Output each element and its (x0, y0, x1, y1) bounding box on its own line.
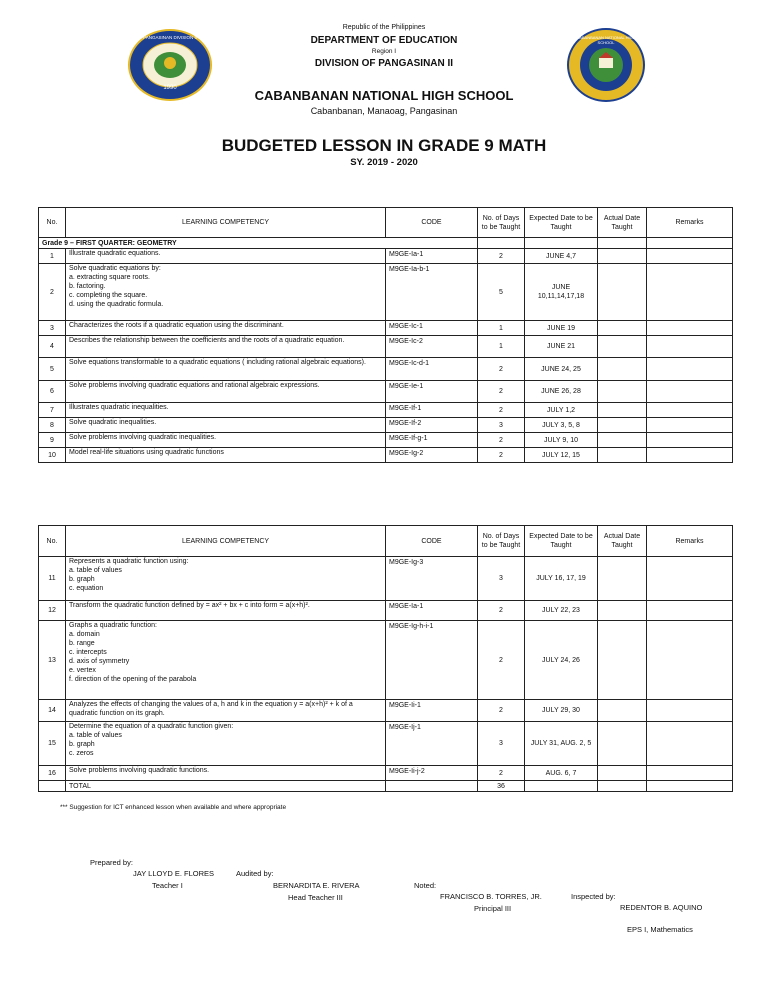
row-no: 13 (39, 621, 66, 700)
table-row (39, 433, 733, 448)
row-no: 4 (39, 336, 66, 358)
row-code: M9GE-Ig-h-i-1 (386, 621, 478, 700)
row-actual-date (598, 249, 647, 264)
col-no: No. (39, 208, 66, 238)
inspected-name: REDENTOR B. AQUINO (620, 903, 703, 912)
row-expected-date: JUNE 4,7 (525, 249, 598, 264)
total-days: 36 (478, 781, 525, 792)
division-seal-year: 1990 (163, 85, 177, 91)
quarter-cell (478, 238, 525, 249)
row-remarks (647, 433, 733, 448)
school-name: CABANBANAN NATIONAL HIGH SCHOOL (254, 88, 514, 103)
col-actual: Actual Date Taught (598, 208, 647, 238)
row-remarks (647, 418, 733, 433)
row-remarks (647, 700, 733, 722)
row-code: M9GE-Ia-1 (386, 601, 478, 621)
row-competency: Solve problems involving quadratic inequalities. (66, 433, 386, 448)
row-remarks (647, 403, 733, 418)
row-expected-date: JUNE 26, 28 (525, 381, 598, 403)
row-remarks (647, 264, 733, 321)
col-no: No. (39, 526, 66, 557)
row-expected-date: JUNE 21 (525, 336, 598, 358)
row-remarks (647, 358, 733, 381)
total-code-cell (386, 781, 478, 792)
row-days: 3 (478, 557, 525, 601)
row-actual-date (598, 722, 647, 766)
row-days: 5 (478, 264, 525, 321)
row-expected-date: JULY 1,2 (525, 403, 598, 418)
row-code: M9GE-Ic-2 (386, 336, 478, 358)
school-address: Cabanbanan, Manaoag, Pangasinan (310, 106, 458, 116)
row-remarks (647, 448, 733, 463)
quarter-row (39, 238, 733, 249)
row-actual-date (598, 403, 647, 418)
row-days: 1 (478, 336, 525, 358)
row-competency: Illustrates quadratic inequalities. (66, 403, 386, 418)
col-remarks: Remarks (647, 526, 733, 557)
row-actual-date (598, 264, 647, 321)
row-actual-date (598, 358, 647, 381)
row-code: M9GE-Ii-1 (386, 700, 478, 722)
row-actual-date (598, 336, 647, 358)
row-code: M9GE-If-g-1 (386, 433, 478, 448)
col-expected: Expected Date to be Taught (525, 208, 598, 238)
inspected-label: Inspected by: (571, 892, 616, 901)
row-days: 2 (478, 766, 525, 781)
lesson-table-second (38, 525, 733, 792)
row-expected-date: JULY 12, 15 (525, 448, 598, 463)
row-actual-date (598, 766, 647, 781)
row-competency: Determine the equation of a quadratic function given: a. table of values b. graph c. zeros (66, 722, 386, 766)
row-days: 2 (478, 381, 525, 403)
table-row (39, 336, 733, 358)
row-code: M9GE-Ic-1 (386, 321, 478, 336)
total-cell (598, 781, 647, 792)
row-no: 5 (39, 358, 66, 381)
quarter-label: Grade 9 – FIRST QUARTER: GEOMETRY (39, 238, 478, 249)
row-code: M9GE-Ij-1 (386, 722, 478, 766)
row-competency: Solve problems involving quadratic functions. (66, 766, 386, 781)
row-code: M9GE-If-1 (386, 403, 478, 418)
division-seal-text: PANGASINAN DIVISION II (143, 35, 197, 40)
row-competency: Analyzes the effects of changing the values of a, h and k in the equation y = a(x+h)² + k of a quadratic function on its graph. (66, 700, 386, 722)
row-code: M9GE-Ia-1 (386, 249, 478, 264)
row-expected-date: JULY 31, AUG. 2, 5 (525, 722, 598, 766)
table-row (39, 557, 733, 601)
total-cell (647, 781, 733, 792)
row-no: 12 (39, 601, 66, 621)
row-competency: Solve quadratic equations by: a. extracting square roots. b. factoring. c. completing the square. d. using the quadratic formula. (66, 264, 386, 321)
audited-name: BERNARDITA E. RIVERA (273, 881, 360, 890)
row-days: 2 (478, 448, 525, 463)
row-actual-date (598, 433, 647, 448)
col-competency: LEARNING COMPETENCY (66, 208, 386, 238)
quarter-cell (598, 238, 647, 249)
row-remarks (647, 722, 733, 766)
department-text: DEPARTMENT OF EDUCATION (310, 35, 458, 46)
row-no: 6 (39, 381, 66, 403)
lesson-table-first (38, 207, 733, 463)
row-days: 2 (478, 700, 525, 722)
row-no: 15 (39, 722, 66, 766)
row-expected-date: JULY 3, 5, 8 (525, 418, 598, 433)
total-no-cell (39, 781, 66, 792)
col-code: CODE (386, 526, 478, 557)
row-no: 10 (39, 448, 66, 463)
row-no: 7 (39, 403, 66, 418)
row-actual-date (598, 448, 647, 463)
region-text: Region I (371, 48, 397, 55)
row-remarks (647, 601, 733, 621)
col-days: No. of Days to be Taught (478, 208, 525, 238)
noted-label: Noted: (414, 881, 437, 890)
table-row (39, 700, 733, 722)
prepared-role: Teacher I (152, 881, 183, 890)
table-row (39, 766, 733, 781)
row-no: 14 (39, 700, 66, 722)
row-remarks (647, 766, 733, 781)
row-competency: Model real-life situations using quadratic functions (66, 448, 386, 463)
row-days: 2 (478, 403, 525, 418)
school-year: SY. 2019 - 2020 (350, 157, 418, 168)
row-code: M9GE-Ig-3 (386, 557, 478, 601)
document-title: BUDGETED LESSON IN GRADE 9 MATH (221, 136, 547, 155)
table-header-row (39, 208, 733, 238)
row-remarks (647, 249, 733, 264)
total-label: TOTAL (66, 781, 386, 792)
prepared-label: Prepared by: (90, 858, 133, 867)
row-expected-date: JULY 24, 26 (525, 621, 598, 700)
row-competency: Describes the relationship between the coefficients and the roots of a quadratic equation. (66, 336, 386, 358)
col-actual: Actual Date Taught (598, 526, 647, 557)
noted-name: FRANCISCO B. TORRES, JR. (440, 892, 542, 901)
row-actual-date (598, 418, 647, 433)
row-competency: Graphs a quadratic function: a. domain b. range c. intercepts d. axis of symmetry e. vertex f. direction of the opening of the parabola (66, 621, 386, 700)
row-days: 2 (478, 433, 525, 448)
inspected-role: EPS I, Mathematics (627, 925, 693, 934)
school-seal-text: CABANBANAN NATIONAL HIGH SCHOOL (576, 35, 636, 45)
row-days: 2 (478, 601, 525, 621)
quarter-cell (647, 238, 733, 249)
row-days: 2 (478, 249, 525, 264)
audited-label: Audited by: (236, 869, 274, 878)
row-actual-date (598, 381, 647, 403)
row-expected-date: JULY 16, 17, 19 (525, 557, 598, 601)
table-row (39, 448, 733, 463)
table-row (39, 722, 733, 766)
row-code: M9GE-Ic-d-1 (386, 358, 478, 381)
row-actual-date (598, 621, 647, 700)
row-competency: Solve quadratic inequalities. (66, 418, 386, 433)
table-row (39, 381, 733, 403)
table-second-body (39, 557, 733, 781)
row-expected-date: JULY 22, 23 (525, 601, 598, 621)
row-competency: Solve equations transformable to a quadratic equations ( including rational algebraic equations). (66, 358, 386, 381)
total-row (39, 781, 733, 792)
row-competency: Illustrate quadratic equations. (66, 249, 386, 264)
row-code: M9GE-Ia-b-1 (386, 264, 478, 321)
row-actual-date (598, 601, 647, 621)
row-actual-date (598, 321, 647, 336)
row-remarks (647, 336, 733, 358)
audited-role: Head Teacher III (288, 893, 343, 902)
row-no: 2 (39, 264, 66, 321)
row-no: 3 (39, 321, 66, 336)
table-row (39, 403, 733, 418)
table-row (39, 601, 733, 621)
row-competency: Transform the quadratic function defined by = ax² + bx + c into form = a(x+h)². (66, 601, 386, 621)
row-code: M9GE-Ig-2 (386, 448, 478, 463)
row-no: 9 (39, 433, 66, 448)
col-days: No. of Days to be Taught (478, 526, 525, 557)
prepared-name: JAY LLOYD E. FLORES (133, 869, 215, 878)
row-actual-date (598, 557, 647, 601)
table-row (39, 418, 733, 433)
quarter-cell (525, 238, 598, 249)
noted-role: Principal III (474, 904, 512, 913)
row-code: M9GE-Ii-j-2 (386, 766, 478, 781)
row-expected-date: AUG. 6, 7 (525, 766, 598, 781)
table-row (39, 621, 733, 700)
row-competency: Characterizes the roots if a quadratic equation using the discriminant. (66, 321, 386, 336)
row-actual-date (598, 700, 647, 722)
table-header-row (39, 526, 733, 557)
row-competency: Solve problems involving quadratic equations and rational algebraic expressions. (66, 381, 386, 403)
footnote: *** Suggestion for ICT enhanced lesson when available and where appropriate (60, 804, 287, 811)
row-days: 2 (478, 621, 525, 700)
row-expected-date: JUNE 19 (525, 321, 598, 336)
col-remarks: Remarks (647, 208, 733, 238)
table-first-body (39, 249, 733, 463)
row-remarks (647, 321, 733, 336)
table-row (39, 321, 733, 336)
row-no: 1 (39, 249, 66, 264)
col-competency: LEARNING COMPETENCY (66, 526, 386, 557)
col-code: CODE (386, 208, 478, 238)
row-code: M9GE-Ie-1 (386, 381, 478, 403)
row-no: 16 (39, 766, 66, 781)
row-remarks (647, 621, 733, 700)
row-expected-date: JULY 9, 10 (525, 433, 598, 448)
row-days: 2 (478, 358, 525, 381)
col-expected: Expected Date to be Taught (525, 526, 598, 557)
division-text: DIVISION OF PANGASINAN II (314, 58, 454, 69)
row-no: 11 (39, 557, 66, 601)
row-remarks (647, 557, 733, 601)
row-competency: Represents a quadratic function using: a. table of values b. graph c. equation (66, 557, 386, 601)
row-code: M9GE-If-2 (386, 418, 478, 433)
table-row (39, 264, 733, 321)
table-row (39, 249, 733, 264)
row-days: 3 (478, 722, 525, 766)
table-row (39, 358, 733, 381)
republic-text: Republic of the Philippines (342, 24, 426, 31)
row-expected-date: JULY 29, 30 (525, 700, 598, 722)
row-remarks (647, 381, 733, 403)
row-expected-date: JUNE 10,11,14,17,18 (525, 264, 598, 321)
row-expected-date: JUNE 24, 25 (525, 358, 598, 381)
total-cell (525, 781, 598, 792)
row-no: 8 (39, 418, 66, 433)
row-days: 1 (478, 321, 525, 336)
row-days: 3 (478, 418, 525, 433)
